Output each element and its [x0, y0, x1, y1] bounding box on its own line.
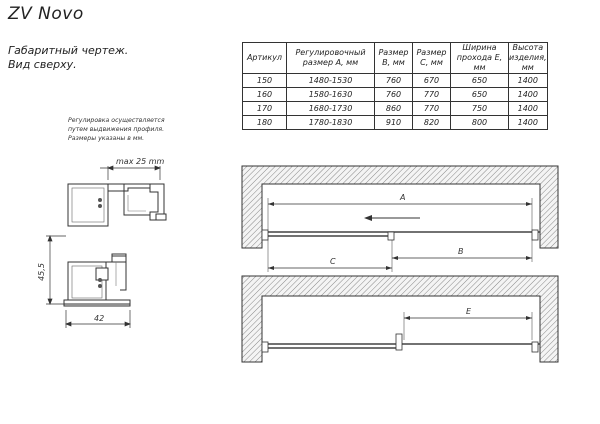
dimension-label-a: A: [400, 193, 406, 202]
table-cell: 770: [413, 102, 451, 116]
table-cell: 160: [243, 88, 287, 102]
table-cell: 1400: [509, 74, 548, 88]
table-cell: 1480-1530: [287, 74, 375, 88]
table-cell: 760: [375, 88, 413, 102]
dimension-label-e: E: [466, 307, 472, 316]
table-cell: 650: [451, 88, 509, 102]
profile-upper-body: [68, 184, 108, 226]
plan-view-closed: [242, 166, 558, 272]
dimension-label-width: 42: [94, 314, 105, 323]
table-cell: 650: [451, 74, 509, 88]
table-cell: 860: [375, 102, 413, 116]
dimension-label-max: max 25 mm: [116, 157, 165, 166]
table-cell: 910: [375, 116, 413, 130]
model-title: ZV Novo: [8, 4, 84, 24]
table-cell: 770: [413, 88, 451, 102]
table-cell: 1580-1630: [287, 88, 375, 102]
header-size-c: Размер С, мм: [413, 43, 451, 74]
table-cell: 760: [375, 74, 413, 88]
header-width-e: Ширина прохода Е, мм: [451, 43, 509, 74]
table-cell: 170: [243, 102, 287, 116]
table-cell: 1400: [509, 116, 548, 130]
adjustment-note-line-3: Размеры указаны в мм.: [68, 135, 145, 142]
table-cell: 180: [243, 116, 287, 130]
profile-upper-flange: [108, 184, 124, 191]
header-height: Высота изделия, мм: [509, 43, 547, 72]
table-cell: 1780-1830: [287, 116, 375, 130]
header-size-b: Размер В, мм: [375, 43, 413, 74]
table-cell: 750: [451, 102, 509, 116]
plan-view-open: [242, 276, 558, 362]
header-article: Артикул: [243, 43, 287, 74]
table-cell: 800: [451, 116, 509, 130]
table-cell: 820: [413, 116, 451, 130]
dimension-max-width: [100, 166, 160, 180]
dimension-label-c: C: [330, 257, 336, 266]
header-size-a: Регулировочный размер А, мм: [287, 43, 375, 74]
slide-direction-arrow-icon: [364, 215, 372, 221]
table-cell: 1400: [509, 88, 548, 102]
adjustment-note-line-2: путем выдвижения профиля.: [68, 126, 165, 133]
dimension-label-b: B: [458, 247, 464, 256]
dimension-height: [46, 236, 66, 304]
view-subtitle: Вид сверху.: [8, 58, 77, 71]
table-cell: 1680-1730: [287, 102, 375, 116]
dimension-label-height: 45,5: [37, 263, 46, 281]
drawing-subtitle: Габаритный чертеж.: [8, 44, 129, 57]
profile-cross-section: [64, 184, 166, 306]
screw-icon: [98, 198, 102, 202]
table-cell: 670: [413, 74, 451, 88]
adjustment-note-line-1: Регулировка осуществляется: [68, 117, 165, 124]
table-cell: 150: [243, 74, 287, 88]
table-cell: 1400: [509, 102, 548, 116]
